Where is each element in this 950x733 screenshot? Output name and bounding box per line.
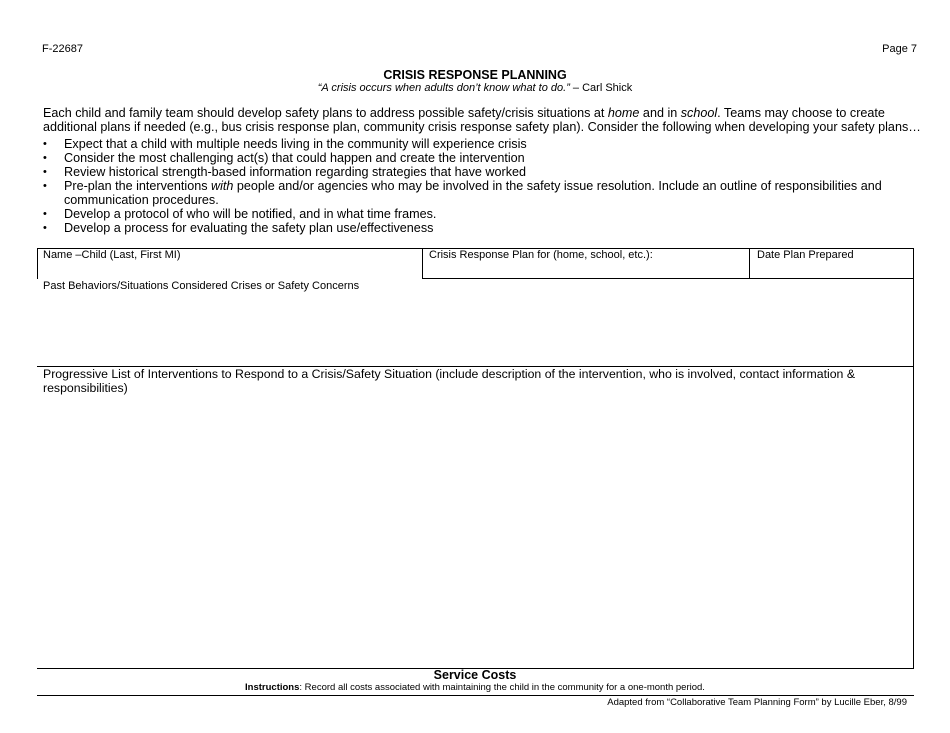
date-plan-label: Date Plan Prepared xyxy=(757,249,854,261)
plan-cell-divider xyxy=(749,248,750,279)
list-item-text: people and/or agencies who may be involved in the safety issue resolution. Include an outline of responsibilities and communication procedures. xyxy=(64,179,882,207)
interventions-field[interactable] xyxy=(43,367,903,395)
interventions-label: Progressive List of Interventions to Respond to a Crisis/Safety Situation (include description of the intervention, who is involved, contact information & responsibilities) xyxy=(43,367,856,395)
intro-text-1: Each child and family team should develop safety plans to address possible safety/crisis situations at xyxy=(43,106,608,120)
form-right-border xyxy=(913,248,914,669)
date-plan-field[interactable] xyxy=(757,249,854,261)
form-id: F-22687 xyxy=(42,43,83,55)
name-cell-divider xyxy=(422,248,423,279)
footer-credit: Adapted from “Collaborative Team Planning Form” by Lucille Eber, 8/99 xyxy=(607,697,907,708)
list-item-text: Pre-plan the interventions xyxy=(64,179,212,193)
row-divider-1 xyxy=(422,278,914,279)
intro-home: home xyxy=(607,106,640,120)
list-item: • Expect that a child with multiple needs living in the community will experience crisis xyxy=(43,137,918,151)
list-item: • Review historical strength-based information regarding strategies that have worked xyxy=(43,165,918,179)
past-behaviors-field[interactable] xyxy=(43,280,359,292)
considerations-list xyxy=(43,137,918,235)
service-costs-bottom-border xyxy=(37,695,914,696)
page-number: Page 7 xyxy=(882,43,917,55)
list-item: • Develop a protocol of who will be notified, and in what time frames. xyxy=(43,207,918,221)
quote-text: “A crisis occurs when adults don’t know what to do.” xyxy=(317,82,570,94)
intro-text-2: . Teams may choose to create additional plans if needed (e.g., bus crisis response plan, community crisis response safety plan). Consider the following when developing your safety plans… xyxy=(43,106,921,134)
list-item-with: with xyxy=(211,179,234,193)
plan-for-field[interactable] xyxy=(429,249,653,261)
service-costs-title: Service Costs xyxy=(433,668,517,682)
quote-author: Carl Shick xyxy=(582,82,633,94)
list-item xyxy=(43,179,918,207)
past-behaviors-label: Past Behaviors/Situations Considered Crises or Safety Concerns xyxy=(43,280,360,292)
instructions-bold: Instructions xyxy=(245,682,300,693)
intro-school: school xyxy=(680,106,718,120)
name-child-label: Name –Child (Last, First MI) xyxy=(43,249,181,261)
form-left-border xyxy=(37,248,38,279)
intro-paragraph xyxy=(43,106,923,134)
plan-for-label: Crisis Response Plan for (home, school, etc.): xyxy=(429,249,653,261)
service-costs-instructions xyxy=(0,682,950,693)
name-child-field[interactable] xyxy=(43,249,181,261)
list-item: • Develop a process for evaluating the safety plan use/effectiveness xyxy=(43,221,918,235)
quote xyxy=(0,82,950,94)
instructions-text: : Record all costs associated with maintaining the child in the community for a one-month period. xyxy=(299,682,705,693)
intro-text-and: and in xyxy=(639,106,681,120)
list-item: • Consider the most challenging act(s) that could happen and create the intervention xyxy=(43,151,918,165)
quote-separator: – xyxy=(569,82,583,94)
page-title: CRISIS RESPONSE PLANNING xyxy=(383,68,567,82)
